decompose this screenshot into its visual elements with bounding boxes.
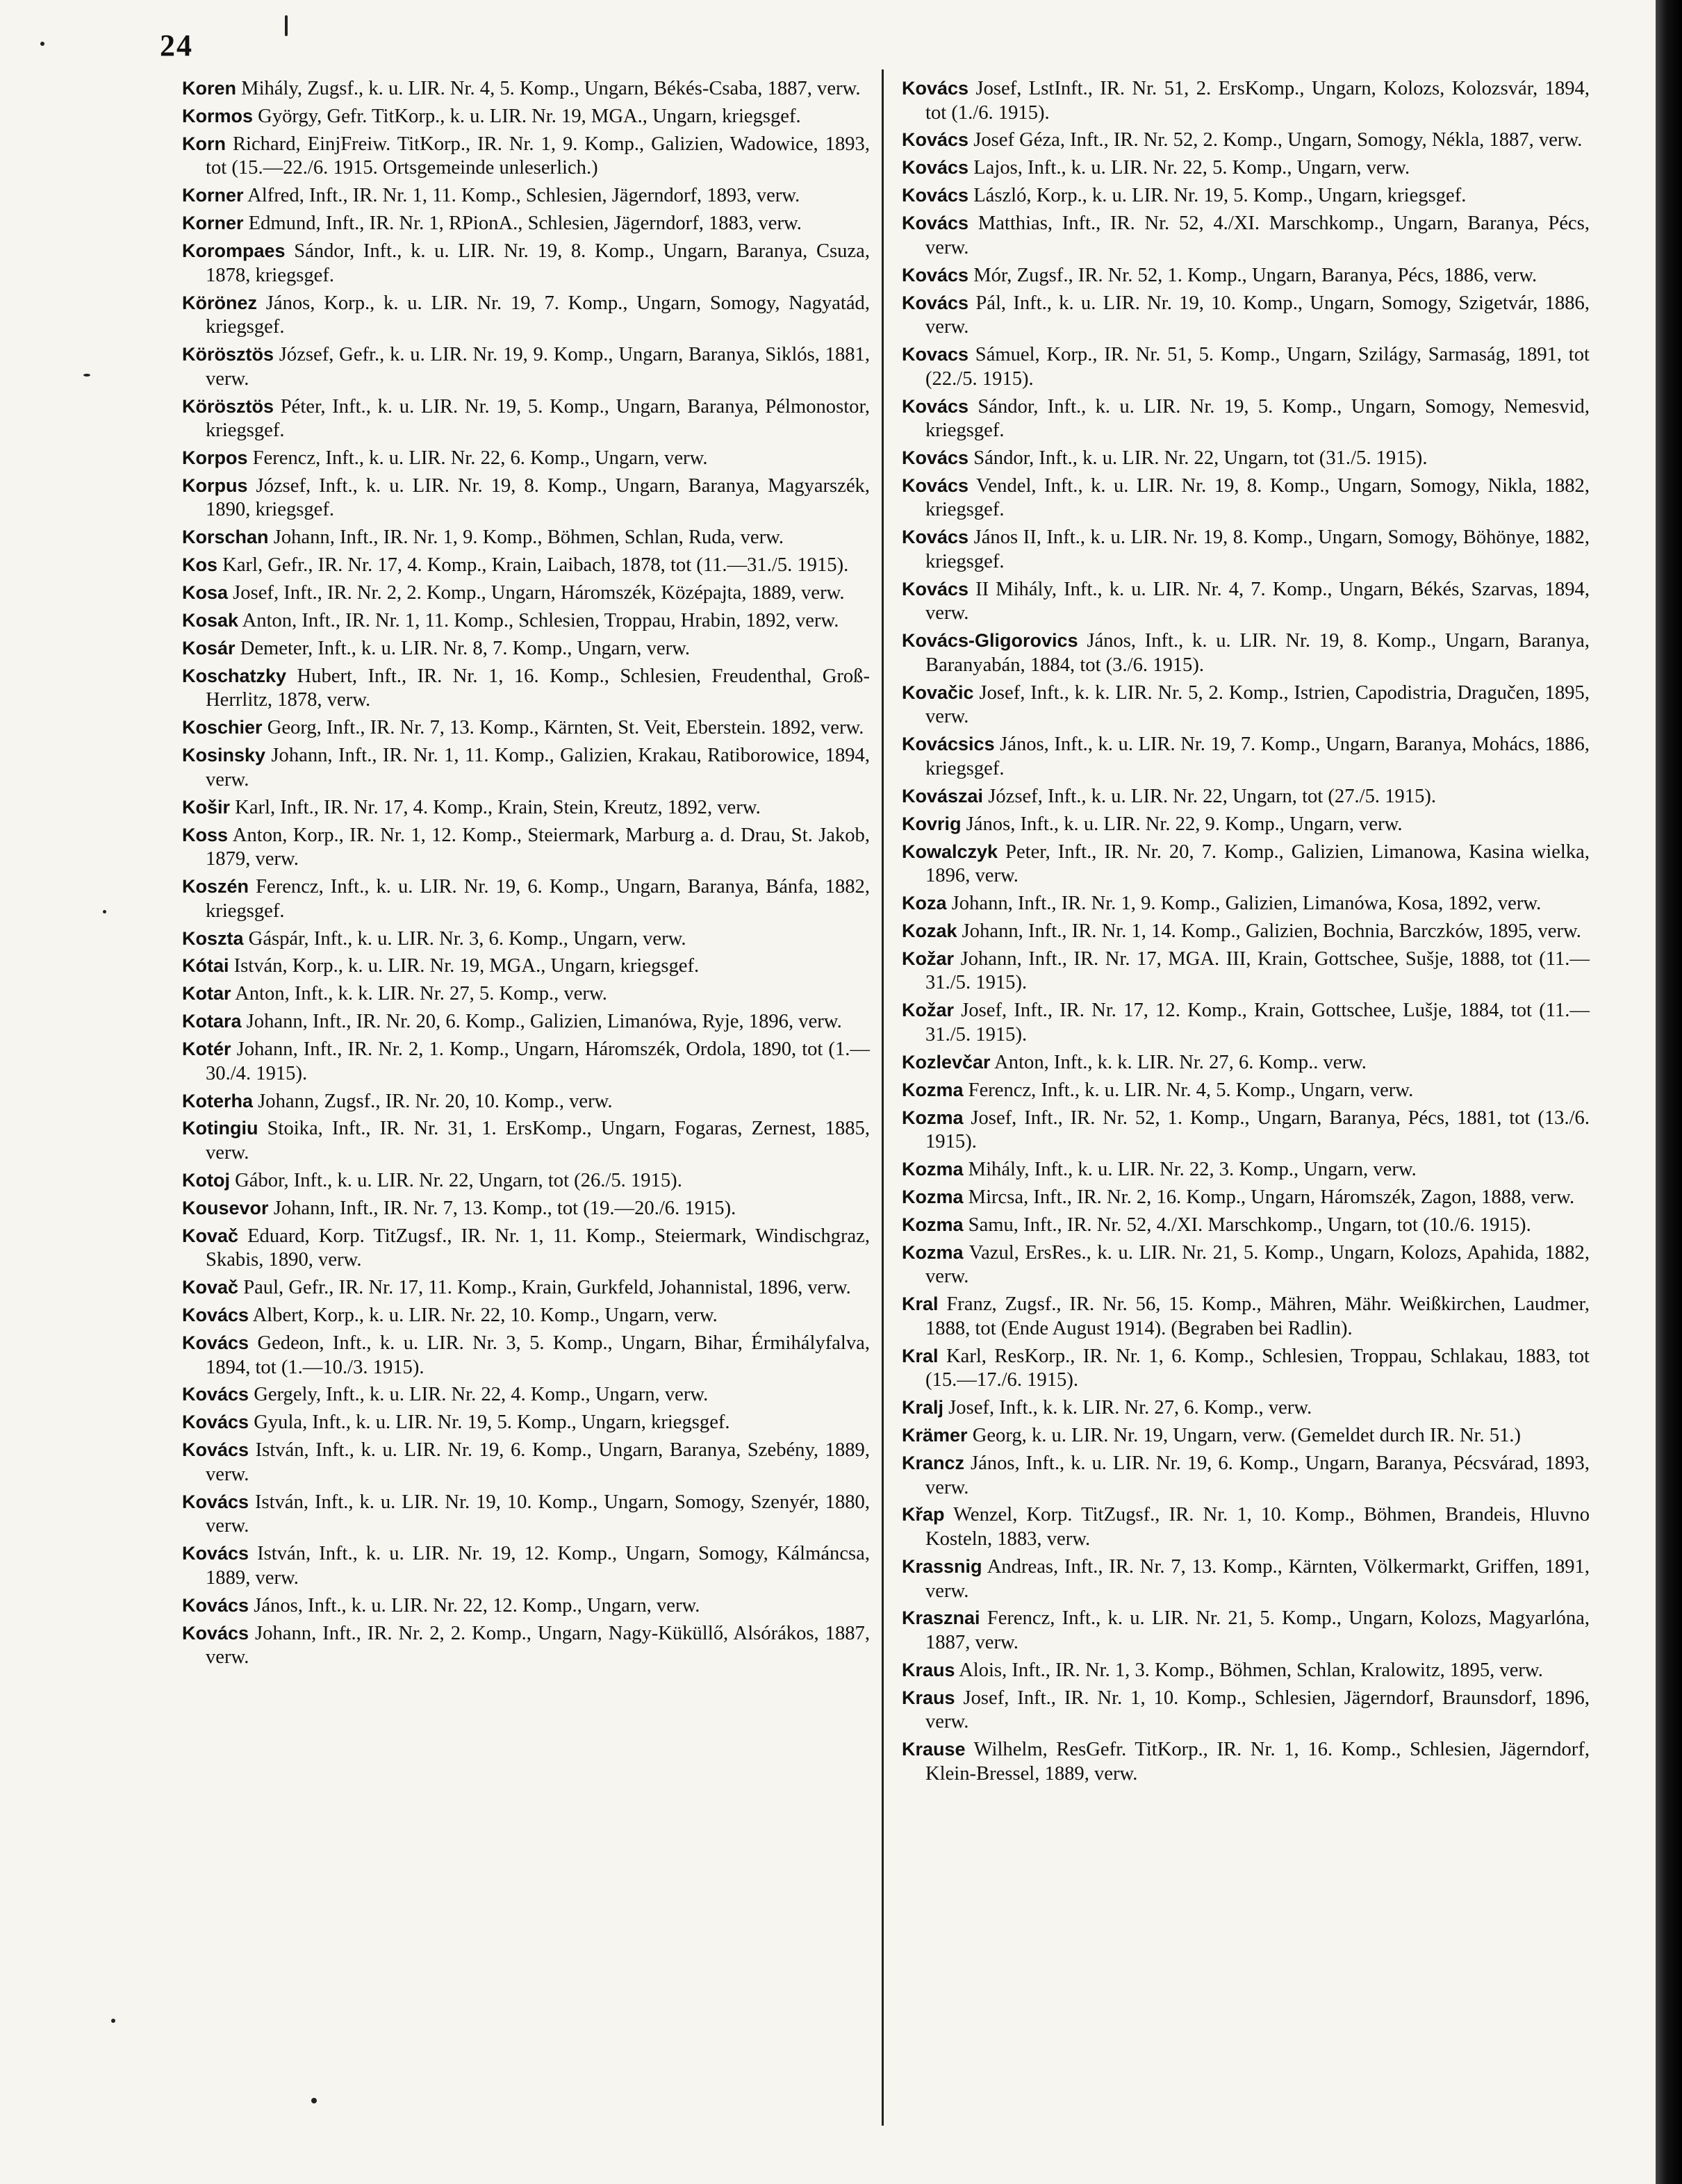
entry-surname: Kovács: [182, 1622, 249, 1644]
entry-surname: Kovács: [902, 185, 969, 206]
register-entry: [902, 525, 1590, 574]
entry-details: Georg, k. u. LIR. Nr. 19, Ungarn, verw. (Gemeldet durch IR. Nr. 51.): [967, 1425, 1522, 1447]
entry-details: Josef, Inft., IR. Nr. 2, 2. Komp., Ungarn, Háromszék, Középajta, 1889, verw.: [228, 582, 845, 604]
entry-surname: Kotoj: [182, 1169, 230, 1191]
entry-details: Sándor, Inft., k. u. LIR. Nr. 19, 5. Komp., Ungarn, Somogy, Nemesvid, kriegsgef.: [925, 395, 1590, 442]
register-entry: [902, 919, 1590, 944]
entry-details: Josef Géza, Inft., IR. Nr. 52, 2. Komp., Ungarn, Somogy, Nékla, 1887, verw.: [968, 129, 1583, 151]
register-entry: [182, 132, 870, 181]
entry-surname: Krause: [902, 1739, 966, 1760]
entry-details: György, Gefr. TitKorp., k. u. LIR. Nr. 19, MGA., Ungarn, kriegsgef.: [253, 105, 801, 127]
entry-surname: Kozma: [902, 1214, 964, 1235]
register-entry: [182, 104, 870, 129]
register-entry: [902, 1106, 1590, 1155]
entry-details: Johann, Inft., IR. Nr. 1, 9. Komp., Böhmen, Schlan, Ruda, verw.: [268, 527, 784, 549]
entry-details: Andreas, Inft., IR. Nr. 7, 13. Komp., Kärnten, Völkermarkt, Griffen, 1891, verw.: [925, 1555, 1590, 1602]
register-entry: [902, 732, 1590, 781]
entry-details: Mihály, Inft., k. u. LIR. Nr. 22, 3. Komp., Ungarn, verw.: [963, 1159, 1417, 1181]
page-number: 24: [160, 28, 193, 63]
entry-details: Pál, Inft., k. u. LIR. Nr. 19, 10. Komp., Ungarn, Somogy, Szigetvár, 1886, verw.: [925, 292, 1590, 338]
entry-surname: Kovács: [182, 1412, 249, 1433]
entry-details: János, Inft., k. u. LIR. Nr. 19, 7. Komp., Ungarn, Baranya, Mohács, 1886, kriegsgef.: [925, 734, 1590, 779]
register-entry: [182, 715, 870, 741]
register-entry: [182, 211, 870, 236]
register-entry: [902, 1686, 1590, 1735]
register-entry: [902, 1396, 1590, 1421]
register-entry: [902, 474, 1590, 522]
entry-details: Anton, Inft., k. k. LIR. Nr. 27, 5. Komp., verw.: [231, 983, 607, 1005]
register-entry: [182, 474, 870, 522]
entry-details: József, Gefr., k. u. LIR. Nr. 19, 9. Komp., Ungarn, Baranya, Siklós, 1881, verw.: [206, 344, 870, 390]
entry-details: Karl, Gefr., IR. Nr. 17, 4. Komp., Krain, Laibach, 1878, tot (11.—31./5. 1915).: [217, 554, 849, 577]
register-entry: [182, 581, 870, 606]
print-speck: [285, 15, 288, 36]
entry-surname: Kral: [902, 1345, 939, 1366]
entry-surname: Kovács: [182, 1305, 249, 1326]
register-entry: [182, 1541, 870, 1590]
entry-details: Gyula, Inft., k. u. LIR. Nr. 19, 5. Komp., Ungarn, kriegsgef.: [249, 1412, 730, 1434]
register-entry: [902, 681, 1590, 729]
entry-surname: Kozma: [902, 1159, 964, 1180]
entry-details: Gedeon, Inft., k. u. LIR. Nr. 3, 5. Komp., Ungarn, Bihar, Érmihályfalva, 1894, tot (1.—10./3. 1915).: [206, 1332, 870, 1378]
register-entry: [902, 840, 1590, 888]
entry-details: Josef, Inft., k. k. LIR. Nr. 5, 2. Komp., Istrien, Capodistria, Dragučen, 1895, verw.: [925, 681, 1590, 728]
entry-details: Lajos, Inft., k. u. LIR. Nr. 22, 5. Komp., Ungarn, verw.: [968, 157, 1410, 179]
register-entry: [182, 1331, 870, 1380]
entry-details: Sándor, Inft., k. u. LIR. Nr. 19, 8. Komp., Ungarn, Baranya, Csuza, 1878, kriegsgef.: [206, 240, 870, 286]
register-entry: [902, 128, 1590, 153]
register-entry: [902, 156, 1590, 181]
entry-details: János, Inft., k. u. LIR. Nr. 22, 9. Komp., Ungarn, verw.: [961, 813, 1403, 835]
entry-details: József, Inft., k. u. LIR. Nr. 22, Ungarn, tot (27./5. 1915).: [983, 785, 1437, 807]
register-entry: [182, 875, 870, 923]
register-entry: [182, 1089, 870, 1114]
entry-details: Vendel, Inft., k. u. LIR. Nr. 19, 8. Komp., Ungarn, Somogy, Nikla, 1882, kriegsgef.: [925, 474, 1590, 521]
entry-surname: Kotar: [182, 983, 231, 1004]
entry-surname: Kovács: [902, 78, 969, 99]
register-entry: [182, 1037, 870, 1086]
entry-surname: Kotara: [182, 1011, 242, 1032]
register-entry: [182, 1410, 870, 1435]
entry-details: Ferencz, Inft., k. u. LIR. Nr. 19, 6. Komp., Ungarn, Baranya, Bánfa, 1882, kriegsgef.: [206, 876, 870, 922]
entry-surname: Kralj: [902, 1397, 944, 1418]
entry-details: Peter, Inft., IR. Nr. 20, 7. Komp., Galizien, Limanowa, Kasina wielka, 1896, verw.: [925, 841, 1590, 887]
entry-surname: Kozma: [902, 1079, 964, 1100]
entry-surname: Kožar: [902, 1000, 955, 1021]
entry-surname: Kosak: [182, 610, 239, 631]
register-entry: [902, 291, 1590, 340]
register-entry: [902, 1658, 1590, 1683]
entry-surname: Kotér: [182, 1039, 231, 1060]
entry-surname: Koss: [182, 824, 229, 845]
register-entry: [902, 784, 1590, 809]
entry-surname: Kraus: [902, 1659, 955, 1680]
entry-surname: Kozma: [902, 1186, 964, 1207]
register-entry: [182, 76, 870, 101]
entry-details: István, Inft., k. u. LIR. Nr. 19, 10. Komp., Ungarn, Somogy, Szenyér, 1880, verw.: [206, 1491, 870, 1537]
register-entry: [182, 1621, 870, 1670]
register-entry: [182, 636, 870, 661]
register-entry: [902, 76, 1590, 125]
entry-surname: Kovács: [902, 395, 969, 417]
register-entry: [182, 823, 870, 872]
entry-details: János, Inft., k. u. LIR. Nr. 22, 12. Komp., Ungarn, verw.: [249, 1594, 700, 1616]
entry-surname: Košir: [182, 796, 231, 818]
register-entry: [182, 1168, 870, 1193]
entry-details: Stoika, Inft., IR. Nr. 31, 1. ErsKomp., Ungarn, Fogaras, Zernest, 1885, verw.: [206, 1118, 870, 1164]
entry-surname: Krämer: [902, 1425, 968, 1446]
entry-surname: Kosa: [182, 582, 229, 604]
entry-details: Johann, Inft., IR. Nr. 17, MGA. III, Krain, Gottschee, Sušje, 1888, tot (11.—31./5. 1915).: [925, 948, 1590, 994]
entry-details: Hubert, Inft., IR. Nr. 1, 16. Komp., Schlesien, Freudenthal, Groß-Herrlitz, 1878, verw.: [206, 665, 870, 711]
register-entry: [182, 795, 870, 820]
entry-surname: Korner: [182, 213, 244, 234]
entry-surname: Koszta: [182, 927, 244, 949]
print-speck: [103, 910, 106, 913]
entry-surname: Korpus: [182, 474, 248, 496]
register-entry: [902, 1606, 1590, 1655]
entry-surname: Kovács: [182, 1439, 249, 1461]
entry-surname: Krancz: [902, 1452, 965, 1473]
entry-surname: Korschan: [182, 527, 269, 548]
register-entry: [902, 1157, 1590, 1182]
entry-surname: Kovácsics: [902, 734, 995, 755]
entry-surname: Korn: [182, 133, 226, 154]
register-entry: [902, 1213, 1590, 1238]
register-entry: [902, 342, 1590, 391]
entry-details: Eduard, Korp. TitZugsf., IR. Nr. 1, 11. Komp., Steiermark, Windischgraz, Skabis, 1890, verw.: [206, 1225, 870, 1271]
entry-details: Alfred, Inft., IR. Nr. 1, 11. Komp., Schlesien, Jägerndorf, 1893, verw.: [243, 185, 800, 207]
register-entry: [902, 1555, 1590, 1603]
entry-surname: Kovač: [182, 1225, 239, 1246]
register-entry: [182, 743, 870, 792]
entry-details: Johann, Inft., IR. Nr. 20, 6. Komp., Galizien, Limanówa, Ryje, 1896, verw.: [241, 1011, 842, 1033]
entry-surname: Körönez: [182, 292, 257, 313]
register-entry: [902, 1185, 1590, 1210]
entry-surname: Kowalczyk: [902, 841, 998, 862]
entry-details: Georg, Inft., IR. Nr. 7, 13. Komp., Kärnten, St. Veit, Eberstein. 1892, verw.: [262, 717, 864, 739]
register-entry: [902, 891, 1590, 916]
register-entry: [902, 1451, 1590, 1500]
register-entry: [182, 1009, 870, 1034]
entry-details: József, Inft., k. u. LIR. Nr. 19, 8. Komp., Ungarn, Baranya, Magyarszék, 1890, kriegsgef.: [206, 474, 870, 521]
register-entry: [182, 446, 870, 471]
register-entry: [182, 342, 870, 391]
entry-details: Johann, Inft., IR. Nr. 1, 11. Komp., Galizien, Krakau, Ratiborowice, 1894, verw.: [206, 745, 870, 791]
entry-surname: Kovács: [902, 129, 969, 151]
entry-surname: Kormos: [182, 105, 254, 126]
entry-details: Alois, Inft., IR. Nr. 1, 3. Komp., Böhmen, Schlan, Kralowitz, 1895, verw.: [955, 1659, 1543, 1681]
register-entry: [902, 812, 1590, 837]
entry-surname: Kozma: [902, 1241, 964, 1263]
register-entry: [902, 1078, 1590, 1103]
entry-details: Demeter, Inft., k. u. LIR. Nr. 8, 7. Komp., Ungarn, verw.: [235, 637, 691, 659]
entry-details: Anton, Inft., IR. Nr. 1, 11. Komp., Schlesien, Troppau, Hrabin, 1892, verw.: [238, 610, 839, 632]
entry-surname: Kótai: [182, 955, 229, 977]
register-entry: [902, 1344, 1590, 1393]
entry-surname: Kraus: [902, 1687, 955, 1708]
entry-details: Josef, Inft., IR. Nr. 1, 10. Komp., Schlesien, Jägerndorf, Braunsdorf, 1896, verw.: [925, 1687, 1590, 1733]
entry-details: Samu, Inft., IR. Nr. 52, 4./XI. Marschkomp., Ungarn, tot (10./6. 1915).: [963, 1214, 1531, 1236]
register-entry: [182, 525, 870, 550]
entry-surname: Kousevor: [182, 1197, 269, 1218]
entry-surname: Koza: [902, 893, 947, 914]
entry-surname: Kovács: [182, 1594, 249, 1616]
entry-details: Ferencz, Inft., k. u. LIR. Nr. 21, 5. Komp., Ungarn, Kolozs, Magyarlóna, 1887, verw.: [925, 1607, 1590, 1654]
entry-surname: Kovács: [902, 292, 969, 313]
entry-surname: Kovács: [902, 447, 969, 468]
entry-surname: Kovács: [902, 157, 969, 179]
entry-details: Gergely, Inft., k. u. LIR. Nr. 22, 4. Komp., Ungarn, verw.: [249, 1384, 709, 1406]
entry-surname: Koren: [182, 78, 237, 99]
entry-surname: Kozlevčar: [902, 1051, 991, 1073]
register-entry: [182, 982, 870, 1007]
entry-details: Johann, Inft., IR. Nr. 2, 2. Komp., Ungarn, Nagy-Küküllő, Alsórákos, 1887, verw.: [206, 1622, 870, 1669]
register-entry: [902, 263, 1590, 288]
entry-details: János, Korp., k. u. LIR. Nr. 19, 7. Komp., Ungarn, Somogy, Nagyatád, kriegsgef.: [206, 292, 870, 338]
register-entry: [182, 553, 870, 578]
entry-details: István, Korp., k. u. LIR. Nr. 19, MGA., Ungarn, kriegsgef.: [229, 955, 700, 977]
entry-surname: Kovács: [902, 213, 969, 234]
entry-surname: Kovács: [902, 527, 969, 548]
entry-details: Matthias, Inft., IR. Nr. 52, 4./XI. Marschkomp., Ungarn, Baranya, Pécs, verw.: [925, 213, 1590, 258]
entry-details: Johann, Inft., IR. Nr. 1, 14. Komp., Galizien, Bochnia, Barczków, 1895, verw.: [957, 920, 1581, 942]
entry-details: János, Inft., k. u. LIR. Nr. 19, 6. Komp., Ungarn, Baranya, Pécsvárad, 1893, verw.: [925, 1452, 1590, 1498]
entry-details: Mircsa, Inft., IR. Nr. 2, 16. Komp., Ungarn, Háromszék, Zagon, 1888, verw.: [963, 1186, 1575, 1208]
register-entry: [902, 446, 1590, 471]
print-speck: [111, 2019, 115, 2023]
entry-details: Josef, LstInft., IR. Nr. 51, 2. ErsKomp., Ungarn, Kolozs, Kolozsvár, 1894, tot (1./6. 1915).: [925, 78, 1590, 124]
register-entry: [182, 1196, 870, 1221]
register-entry: [902, 629, 1590, 677]
entry-surname: Koschier: [182, 717, 263, 738]
register-entry: [182, 609, 870, 634]
register-entry: [182, 664, 870, 713]
entry-surname: Krasznai: [902, 1607, 980, 1629]
register-entry: [902, 211, 1590, 260]
register-entry: [182, 927, 870, 952]
print-speck: [311, 2098, 317, 2103]
entry-details: Wenzel, Korp. TitZugsf., IR. Nr. 1, 10. Komp., Böhmen, Brandeis, Hluvno Kosteln, 1883, verw.: [925, 1504, 1590, 1550]
entry-surname: Kosinsky: [182, 745, 266, 766]
entry-details: Johann, Zugsf., IR. Nr. 20, 10. Komp., verw.: [253, 1090, 613, 1112]
register-entry: [902, 395, 1590, 443]
entry-details: János, Inft., k. u. LIR. Nr. 19, 8. Komp., Ungarn, Baranya, Baranyabán, 1884, tot (3./6. 1915).: [925, 630, 1590, 676]
entry-details: Sándor, Inft., k. u. LIR. Nr. 22, Ungarn, tot (31./5. 1915).: [968, 447, 1428, 469]
entry-details: Karl, ResKorp., IR. Nr. 1, 6. Komp., Schlesien, Troppau, Schlakau, 1883, tot (15.—17./6. 1915).: [925, 1345, 1590, 1391]
register-entry: [902, 947, 1590, 995]
entry-details: Franz, Zugsf., IR. Nr. 56, 15. Komp., Mähren, Mähr. Weißkirchen, Laudmer, 1888, tot (Ende August 1914). (Begraben bei Radlin).: [925, 1293, 1590, 1339]
right-column: [902, 76, 1590, 1789]
register-entry: [182, 183, 870, 208]
entry-details: Josef, Inft., k. k. LIR. Nr. 27, 6. Komp., verw.: [943, 1397, 1312, 1419]
left-column: [182, 76, 870, 1673]
entry-details: Ferencz, Inft., k. u. LIR. Nr. 22, 6. Komp., Ungarn, verw.: [247, 447, 708, 469]
register-entry: [902, 998, 1590, 1047]
entry-surname: Kosár: [182, 637, 236, 659]
entry-surname: Kozak: [902, 920, 957, 941]
entry-details: Gáspár, Inft., k. u. LIR. Nr. 3, 6. Komp., Ungarn, verw.: [243, 927, 686, 950]
entry-details: István, Inft., k. u. LIR. Nr. 19, 12. Komp., Ungarn, Somogy, Kálmáncsa, 1889, verw.: [206, 1543, 870, 1589]
register-entry: [182, 1490, 870, 1539]
entry-details: Mihály, Zugsf., k. u. LIR. Nr. 4, 5. Komp., Ungarn, Békés-Csaba, 1887, verw.: [236, 78, 861, 99]
entry-details: Sámuel, Korp., IR. Nr. 51, 5. Komp., Ungarn, Szilágy, Sarmaság, 1891, tot (22./5. 1915).: [925, 344, 1590, 390]
register-entry: [182, 395, 870, 443]
entry-details: Wilhelm, ResGefr. TitKorp., IR. Nr. 1, 16. Komp., Schlesien, Jägerndorf, Klein-Bressel, 1889, verw.: [925, 1739, 1590, 1785]
register-entry: [902, 1050, 1590, 1075]
entry-surname: Kovačic: [902, 681, 974, 703]
entry-details: Vazul, ErsRes., k. u. LIR. Nr. 21, 5. Komp., Ungarn, Kolozs, Apahida, 1882, verw.: [925, 1241, 1590, 1288]
register-entry: [182, 239, 870, 288]
entry-surname: Koschatzky: [182, 665, 287, 686]
entry-surname: Kovászai: [902, 785, 984, 806]
register-entry: [182, 954, 870, 979]
entry-details: Josef, Inft., IR. Nr. 17, 12. Komp., Krain, Gottschee, Lušje, 1884, tot (11.—31./5. 1915).: [925, 1000, 1590, 1045]
print-speck: [40, 42, 44, 46]
entry-surname: Kral: [902, 1293, 939, 1315]
entry-details: Mór, Zugsf., IR. Nr. 52, 1. Komp., Ungarn, Baranya, Pécs, 1886, verw.: [968, 264, 1537, 286]
register-entry: [902, 1241, 1590, 1289]
entry-details: Karl, Inft., IR. Nr. 17, 4. Komp., Krain, Stein, Kreutz, 1892, verw.: [230, 796, 761, 818]
entry-surname: Kožar: [902, 948, 955, 969]
print-speck: [83, 374, 90, 377]
column-divider: [882, 69, 884, 2126]
entry-surname: Krassnig: [902, 1555, 982, 1577]
entry-surname: Kovács: [902, 578, 969, 599]
register-entry: [182, 1438, 870, 1487]
register-entry: [182, 291, 870, 340]
entry-surname: Kovács: [182, 1384, 249, 1405]
register-entry: [182, 1303, 870, 1328]
register-entry: [902, 577, 1590, 626]
entry-details: Anton, Korp., IR. Nr. 1, 12. Komp., Steiermark, Marburg a. d. Drau, St. Jakob, 1879, verw.: [206, 824, 870, 870]
entry-details: Johann, Inft., IR. Nr. 7, 13. Komp., tot (19.—20./6. 1915).: [268, 1197, 736, 1219]
entry-surname: Kovač: [182, 1277, 239, 1298]
entry-surname: Kozma: [902, 1107, 964, 1128]
entry-surname: Korner: [182, 185, 244, 206]
register-entry: [902, 1503, 1590, 1551]
entry-surname: Körösztös: [182, 395, 274, 417]
entry-surname: Korpos: [182, 447, 248, 468]
register-entry: [182, 1382, 870, 1407]
entry-surname: Koterha: [182, 1090, 254, 1111]
register-entry: [902, 1737, 1590, 1786]
page-edge-shadow: [1656, 0, 1682, 2184]
entry-details: Albert, Korp., k. u. LIR. Nr. 22, 10. Komp., Ungarn, verw.: [249, 1305, 718, 1327]
entry-surname: Kovács: [902, 264, 969, 286]
entry-surname: Kovács: [182, 1332, 249, 1353]
register-entry: [902, 1423, 1590, 1448]
entry-surname: Kovacs: [902, 344, 969, 365]
entry-surname: Kovács: [182, 1491, 249, 1512]
entry-surname: Kovács-Gligorovics: [902, 630, 1078, 652]
register-entry: [182, 1224, 870, 1273]
register-entry: [182, 1275, 870, 1300]
entry-surname: Kovács: [902, 474, 969, 496]
register-entry: [902, 183, 1590, 208]
entry-details: János II, Inft., k. u. LIR. Nr. 19, 8. Komp., Ungarn, Somogy, Böhönye, 1882, kriegsgef.: [925, 527, 1590, 572]
register-entry: [182, 1116, 870, 1165]
entry-surname: Křap: [902, 1504, 945, 1525]
entry-surname: Kos: [182, 554, 218, 576]
entry-surname: Kovrig: [902, 813, 962, 834]
register-entry: [182, 1594, 870, 1619]
entry-details: II Mihály, Inft., k. u. LIR. Nr. 4, 7. Komp., Ungarn, Békés, Szarvas, 1894, verw.: [925, 578, 1590, 624]
entry-details: Anton, Inft., k. k. LIR. Nr. 27, 6. Komp.. verw.: [990, 1051, 1367, 1073]
entry-details: Edmund, Inft., IR. Nr. 1, RPionA., Schlesien, Jägerndorf, 1883, verw.: [243, 213, 802, 235]
entry-details: Josef, Inft., IR. Nr. 52, 1. Komp., Ungarn, Baranya, Pécs, 1881, tot (13./6. 1915).: [925, 1107, 1590, 1153]
entry-details: Gábor, Inft., k. u. LIR. Nr. 22, Ungarn, tot (26./5. 1915).: [229, 1169, 682, 1191]
entry-details: Richard, EinjFreiw. TitKorp., IR. Nr. 1, 9. Komp., Galizien, Wadowice, 1893, tot (15.—22./6. 1915. Ortsgemeinde unleserlich.): [206, 133, 870, 179]
entry-details: Johann, Inft., IR. Nr. 1, 9. Komp., Galizien, Limanówa, Kosa, 1892, verw.: [946, 893, 1542, 915]
entry-surname: Koszén: [182, 876, 249, 897]
entry-details: László, Korp., k. u. LIR. Nr. 19, 5. Komp., Ungarn, kriegsgef.: [968, 185, 1467, 207]
entry-details: Johann, Inft., IR. Nr. 2, 1. Komp., Ungarn, Háromszék, Ordola, 1890, tot (1.—30./4. 1915).: [206, 1039, 870, 1084]
entry-surname: Kovács: [182, 1543, 249, 1564]
register-entry: [902, 1292, 1590, 1341]
entry-details: Ferencz, Inft., k. u. LIR. Nr. 4, 5. Komp., Ungarn, verw.: [963, 1079, 1414, 1101]
entry-details: Paul, Gefr., IR. Nr. 17, 11. Komp., Krain, Gurkfeld, Johannistal, 1896, verw.: [238, 1277, 851, 1299]
entry-surname: Körösztös: [182, 344, 274, 365]
entry-details: Péter, Inft., k. u. LIR. Nr. 19, 5. Komp., Ungarn, Baranya, Pélmonostor, kriegsgef.: [206, 395, 870, 442]
entry-details: István, Inft., k. u. LIR. Nr. 19, 6. Komp., Ungarn, Baranya, Szebény, 1889, verw.: [206, 1439, 870, 1485]
entry-surname: Korompaes: [182, 240, 286, 262]
entry-surname: Kotingiu: [182, 1118, 258, 1139]
